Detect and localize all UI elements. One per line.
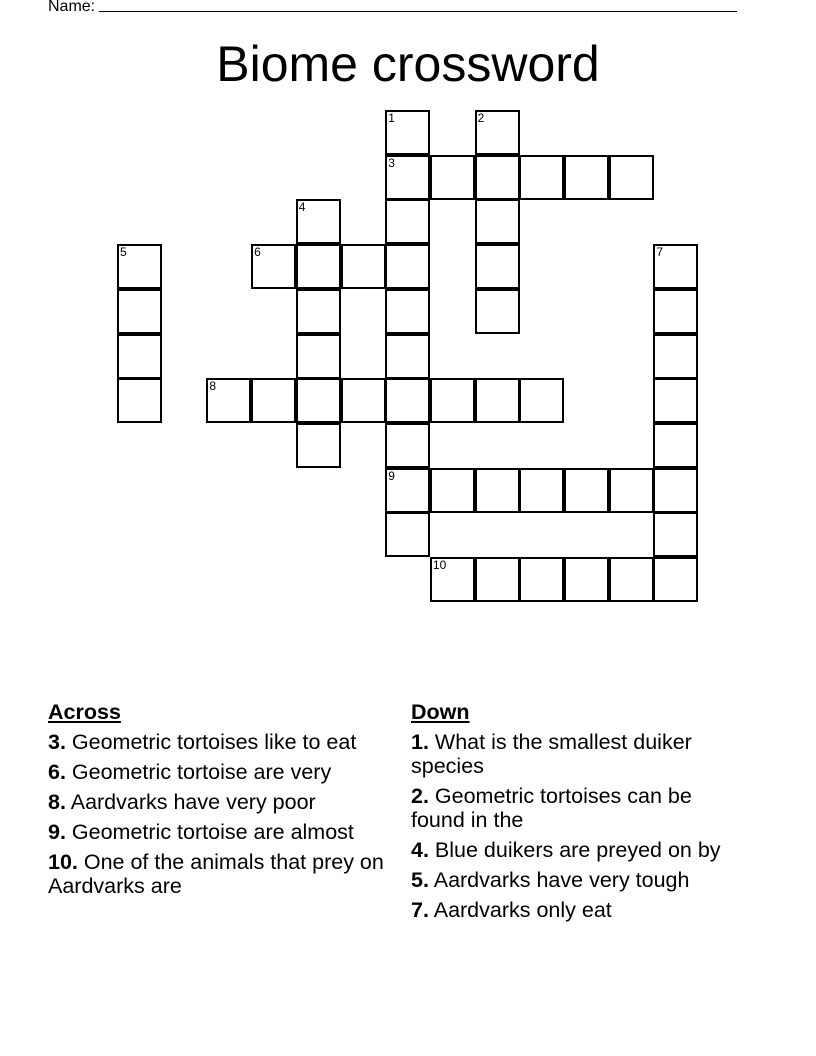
clue-number: 2. (411, 784, 429, 808)
grid-cell[interactable] (117, 244, 162, 289)
cell-number: 6 (254, 245, 261, 260)
grid-cell[interactable] (475, 378, 520, 423)
grid-cell[interactable] (609, 155, 654, 200)
grid-cell[interactable] (475, 110, 520, 155)
grid-cell[interactable] (609, 468, 654, 513)
grid-cell[interactable] (251, 378, 296, 423)
grid-cell[interactable] (385, 110, 430, 155)
grid-cell[interactable] (653, 512, 698, 557)
page-title: Biome crossword (216, 36, 600, 92)
grid-cell[interactable] (653, 557, 698, 602)
cell-number: 3 (388, 155, 395, 170)
grid-cell[interactable] (430, 557, 475, 602)
grid-cell[interactable] (653, 468, 698, 513)
grid-cell[interactable] (430, 155, 475, 200)
grid-cell[interactable] (385, 334, 430, 379)
down-clues (411, 700, 751, 928)
clue-text: One of the animals that prey on Aardvarks are (48, 850, 384, 898)
grid-cell[interactable] (385, 512, 430, 557)
clue-number: 4. (411, 838, 429, 862)
grid-cell[interactable] (475, 289, 520, 334)
grid-cell[interactable] (385, 289, 430, 334)
clue-down-5 (411, 868, 751, 892)
across-heading: Across (48, 700, 121, 724)
clue-across-8 (48, 790, 388, 814)
grid-cell[interactable] (341, 244, 386, 289)
grid-cell[interactable] (519, 378, 564, 423)
grid-cell[interactable] (117, 378, 162, 423)
clue-down-1 (411, 730, 751, 778)
grid-cell[interactable] (117, 289, 162, 334)
grid-cell[interactable] (653, 334, 698, 379)
clue-number: 1. (411, 730, 429, 754)
clue-number: 5. (411, 868, 429, 892)
grid-cell[interactable] (385, 423, 430, 468)
clue-number: 9. (48, 820, 66, 844)
grid-cell[interactable] (385, 199, 430, 244)
clue-number: 6. (48, 760, 66, 784)
cell-number: 10 (432, 558, 447, 572)
grid-cell[interactable] (609, 557, 654, 602)
across-clues (48, 700, 388, 904)
grid-cell[interactable] (341, 378, 386, 423)
clue-across-6 (48, 760, 388, 784)
cell-number: 5 (120, 245, 127, 260)
grid-cell[interactable] (519, 155, 564, 200)
grid-cell[interactable] (296, 289, 341, 334)
grid-cell[interactable] (475, 557, 520, 602)
cell-number: 9 (388, 468, 395, 483)
grid-cell[interactable] (251, 244, 296, 289)
cell-number: 7 (656, 245, 664, 260)
grid-cell[interactable] (385, 155, 430, 200)
clue-number: 7. (411, 898, 429, 922)
cell-number: 2 (477, 111, 485, 125)
clue-text: Blue duikers are preyed on by (428, 838, 721, 862)
grid-cell[interactable] (385, 378, 430, 423)
grid-cell[interactable] (475, 199, 520, 244)
clue-number: 10. (48, 850, 78, 874)
clue-text: Geometric tortoise are almost (65, 820, 354, 844)
grid-cell[interactable] (385, 468, 430, 513)
grid-cell[interactable] (475, 155, 520, 200)
grid-cell[interactable] (385, 244, 430, 289)
grid-cell[interactable] (519, 468, 564, 513)
grid-cell[interactable] (296, 244, 341, 289)
clue-down-4 (411, 838, 751, 862)
cell-number: 4 (298, 200, 306, 215)
grid-cell[interactable] (564, 468, 609, 513)
clue-across-9 (48, 820, 388, 844)
clue-text: Geometric tortoise are very (65, 760, 332, 784)
grid-cell[interactable] (296, 334, 341, 379)
grid-cell[interactable] (296, 423, 341, 468)
grid-cell[interactable] (117, 334, 162, 379)
clue-across-10 (48, 850, 388, 898)
clue-number: 3. (48, 730, 66, 754)
clue-text: Aardvarks have very tough (428, 868, 690, 892)
grid-cell[interactable] (653, 423, 698, 468)
grid-cell[interactable] (430, 378, 475, 423)
clue-number: 8. (48, 790, 66, 814)
clue-across-3 (48, 730, 388, 754)
clue-text: Aardvarks have very poor (65, 790, 316, 814)
down-heading: Down (411, 700, 470, 724)
grid-cell[interactable] (206, 378, 251, 423)
grid-cell[interactable] (475, 468, 520, 513)
grid-cell[interactable] (653, 289, 698, 334)
clue-down-2 (411, 784, 751, 832)
clue-text: Geometric tortoises like to eat (65, 730, 357, 754)
grid-cell[interactable] (564, 557, 609, 602)
grid-cell[interactable] (653, 378, 698, 423)
grid-cell[interactable] (653, 244, 698, 289)
grid-cell[interactable] (296, 378, 341, 423)
clue-text: What is the smallest duiker species (411, 730, 692, 778)
grid-cell[interactable] (519, 557, 564, 602)
cell-number: 1 (388, 111, 395, 125)
grid-cell[interactable] (296, 199, 341, 244)
clue-text: Geometric tortoises can be found in the (411, 784, 692, 832)
grid-cell[interactable] (430, 468, 475, 513)
name-label: Name: (48, 0, 96, 15)
grid-cell[interactable] (475, 244, 520, 289)
clue-down-7 (411, 898, 751, 922)
cell-number: 8 (209, 379, 217, 394)
grid-cell[interactable] (564, 155, 609, 200)
clue-text: Aardvarks only eat (428, 898, 612, 922)
